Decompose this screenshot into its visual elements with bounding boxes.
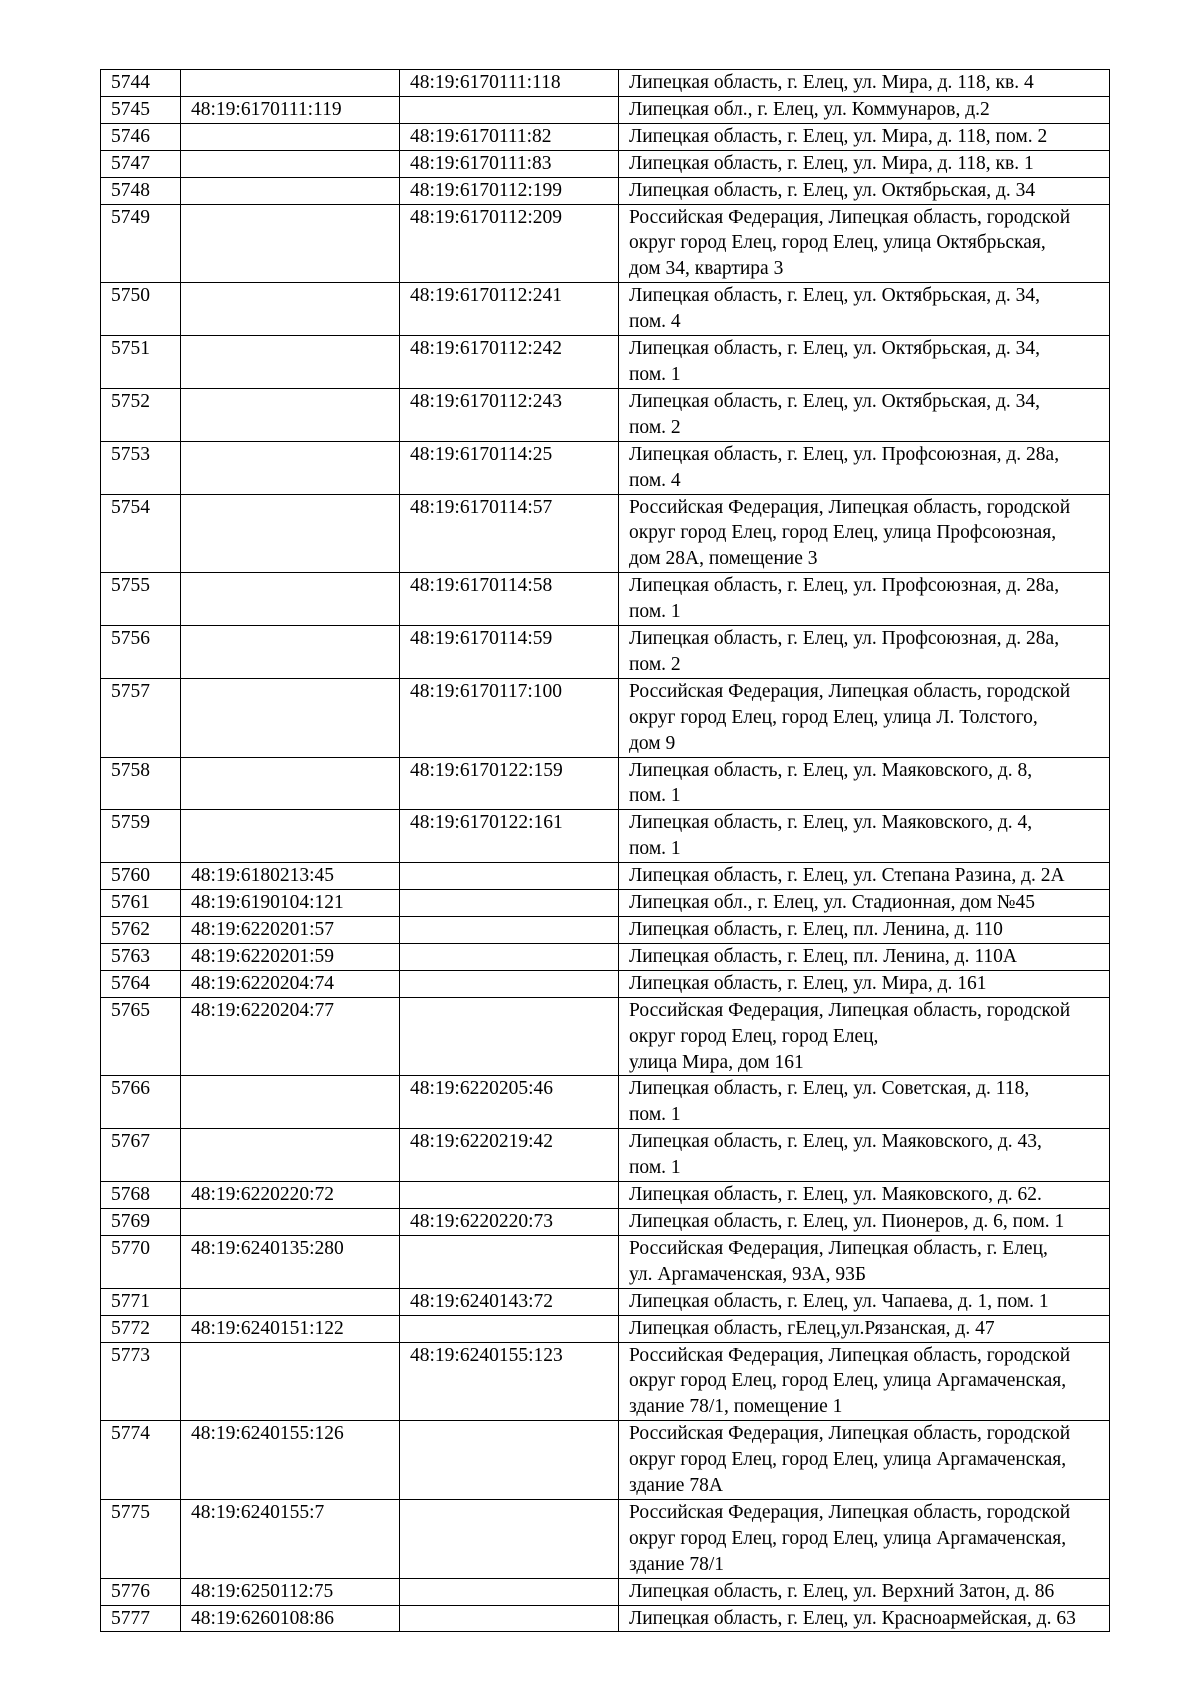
building-cadastral-number-cell: 48:19:6170114:58 (400, 573, 619, 626)
building-cadastral-number-cell: 48:19:6170111:83 (400, 150, 619, 177)
land-cadastral-number-cell: 48:19:6240155:7 (181, 1499, 400, 1578)
table-row (101, 1499, 1110, 1578)
table-row (101, 1288, 1110, 1315)
building-cadastral-number-cell (400, 1421, 619, 1500)
table-row (101, 1605, 1110, 1632)
land-cadastral-number-cell: 48:19:6220220:72 (181, 1182, 400, 1209)
building-cadastral-number-cell (400, 1578, 619, 1605)
address-cell: Российская Федерация, Липецкая область, городской округ город Елец, город Елец, улица Мира, дом 161 (619, 997, 1110, 1076)
address-cell: Липецкая область, г. Елец, ул. Пионеров, д. 6, пом. 1 (619, 1208, 1110, 1235)
address-cell: Липецкая область, г. Елец, ул. Профсоюзная, д. 28а, пом. 4 (619, 441, 1110, 494)
land-cadastral-number-cell (181, 810, 400, 863)
land-cadastral-number-cell (181, 1342, 400, 1421)
address-cell: Липецкая область, г. Елец, ул. Мира, д. 118, кв. 4 (619, 70, 1110, 97)
building-cadastral-number-cell (400, 1499, 619, 1578)
row-number-cell: 5771 (101, 1288, 181, 1315)
land-cadastral-number-cell (181, 678, 400, 757)
land-cadastral-number-cell: 48:19:6240155:126 (181, 1421, 400, 1500)
building-cadastral-number-cell: 48:19:6170112:243 (400, 388, 619, 441)
building-cadastral-number-cell: 48:19:6170122:159 (400, 757, 619, 810)
row-number-cell: 5746 (101, 123, 181, 150)
row-number-cell: 5748 (101, 177, 181, 204)
address-cell: Липецкая область, г. Елец, ул. Профсоюзная, д. 28а, пом. 1 (619, 573, 1110, 626)
row-number-cell: 5760 (101, 863, 181, 890)
table-row (101, 810, 1110, 863)
address-cell: Российская Федерация, Липецкая область, городской округ город Елец, город Елец, улица Аргамаченская, здание 78А (619, 1421, 1110, 1500)
building-cadastral-number-cell (400, 890, 619, 917)
building-cadastral-number-cell (400, 1182, 619, 1209)
row-number-cell: 5768 (101, 1182, 181, 1209)
land-cadastral-number-cell: 48:19:6250112:75 (181, 1578, 400, 1605)
land-cadastral-number-cell (181, 494, 400, 573)
table-row (101, 1235, 1110, 1288)
row-number-cell: 5762 (101, 917, 181, 944)
address-cell: Липецкая область, г. Елец, ул. Маяковского, д. 4, пом. 1 (619, 810, 1110, 863)
table-row (101, 177, 1110, 204)
building-cadastral-number-cell: 48:19:6170114:59 (400, 626, 619, 679)
land-cadastral-number-cell: 48:19:6260108:86 (181, 1605, 400, 1632)
land-cadastral-number-cell (181, 1208, 400, 1235)
row-number-cell: 5774 (101, 1421, 181, 1500)
address-cell: Липецкая область, гЕлец,ул.Рязанская, д. 47 (619, 1315, 1110, 1342)
row-number-cell: 5744 (101, 70, 181, 97)
table-body (101, 70, 1110, 1632)
building-cadastral-number-cell: 48:19:6170117:100 (400, 678, 619, 757)
row-number-cell: 5754 (101, 494, 181, 573)
table-row (101, 1129, 1110, 1182)
building-cadastral-number-cell (400, 1315, 619, 1342)
building-cadastral-number-cell: 48:19:6170114:57 (400, 494, 619, 573)
row-number-cell: 5773 (101, 1342, 181, 1421)
building-cadastral-number-cell (400, 943, 619, 970)
row-number-cell: 5775 (101, 1499, 181, 1578)
row-number-cell: 5752 (101, 388, 181, 441)
land-cadastral-number-cell (181, 123, 400, 150)
land-cadastral-number-cell: 48:19:6240135:280 (181, 1235, 400, 1288)
row-number-cell: 5769 (101, 1208, 181, 1235)
address-cell: Липецкая область, г. Елец, ул. Мира, д. 118, пом. 2 (619, 123, 1110, 150)
address-cell: Липецкая область, г. Елец, пл. Ленина, д. 110 (619, 917, 1110, 944)
land-cadastral-number-cell (181, 573, 400, 626)
address-cell: Липецкая область, г. Елец, ул. Октябрьская, д. 34 (619, 177, 1110, 204)
building-cadastral-number-cell (400, 970, 619, 997)
land-cadastral-number-cell: 48:19:6240151:122 (181, 1315, 400, 1342)
land-cadastral-number-cell (181, 757, 400, 810)
land-cadastral-number-cell (181, 626, 400, 679)
building-cadastral-number-cell: 48:19:6170112:209 (400, 204, 619, 283)
land-cadastral-number-cell: 48:19:6220201:57 (181, 917, 400, 944)
building-cadastral-number-cell (400, 997, 619, 1076)
building-cadastral-number-cell: 48:19:6170112:199 (400, 177, 619, 204)
land-cadastral-number-cell (181, 336, 400, 389)
row-number-cell: 5758 (101, 757, 181, 810)
address-cell: Липецкая область, г. Елец, ул. Октябрьская, д. 34, пом. 2 (619, 388, 1110, 441)
building-cadastral-number-cell (400, 1235, 619, 1288)
building-cadastral-number-cell (400, 96, 619, 123)
table-row (101, 96, 1110, 123)
address-cell: Липецкая область, г. Елец, ул. Октябрьская, д. 34, пом. 1 (619, 336, 1110, 389)
land-cadastral-number-cell (181, 388, 400, 441)
row-number-cell: 5772 (101, 1315, 181, 1342)
table-row (101, 1315, 1110, 1342)
table-row (101, 1182, 1110, 1209)
land-cadastral-number-cell (181, 1288, 400, 1315)
address-cell: Липецкая область, г. Елец, ул. Советская, д. 118, пом. 1 (619, 1076, 1110, 1129)
table-row (101, 757, 1110, 810)
address-cell: Липецкая область, г. Елец, ул. Мира, д. 118, кв. 1 (619, 150, 1110, 177)
building-cadastral-number-cell: 48:19:6170112:241 (400, 283, 619, 336)
land-cadastral-number-cell: 48:19:6220204:74 (181, 970, 400, 997)
table-row (101, 388, 1110, 441)
row-number-cell: 5777 (101, 1605, 181, 1632)
address-cell: Липецкая область, г. Елец, ул. Октябрьская, д. 34, пом. 4 (619, 283, 1110, 336)
building-cadastral-number-cell: 48:19:6170122:161 (400, 810, 619, 863)
table-row (101, 1076, 1110, 1129)
address-cell: Липецкая область, г. Елец, ул. Профсоюзная, д. 28а, пом. 2 (619, 626, 1110, 679)
address-cell: Липецкая область, г. Елец, ул. Маяковского, д. 8, пом. 1 (619, 757, 1110, 810)
row-number-cell: 5751 (101, 336, 181, 389)
row-number-cell: 5776 (101, 1578, 181, 1605)
building-cadastral-number-cell: 48:19:6240155:123 (400, 1342, 619, 1421)
land-cadastral-number-cell (181, 177, 400, 204)
address-cell: Российская Федерация, Липецкая область, городской округ город Елец, город Елец, улица Профсоюзная, дом 28А, помещение 3 (619, 494, 1110, 573)
building-cadastral-number-cell: 48:19:6170111:118 (400, 70, 619, 97)
land-cadastral-number-cell: 48:19:6190104:121 (181, 890, 400, 917)
building-cadastral-number-cell (400, 1605, 619, 1632)
table-row (101, 204, 1110, 283)
building-cadastral-number-cell (400, 863, 619, 890)
row-number-cell: 5747 (101, 150, 181, 177)
address-cell: Российская Федерация, Липецкая область, городской округ город Елец, город Елец, улица Октябрьская, дом 34, квартира 3 (619, 204, 1110, 283)
table-row (101, 336, 1110, 389)
table-row (101, 890, 1110, 917)
table-row (101, 1421, 1110, 1500)
table-row (101, 573, 1110, 626)
table-row (101, 1342, 1110, 1421)
table-row (101, 123, 1110, 150)
row-number-cell: 5767 (101, 1129, 181, 1182)
address-cell: Липецкая область, г. Елец, ул. Красноармейская, д. 63 (619, 1605, 1110, 1632)
land-cadastral-number-cell (181, 150, 400, 177)
address-cell: Липецкая область, г. Елец, пл. Ленина, д. 110А (619, 943, 1110, 970)
row-number-cell: 5745 (101, 96, 181, 123)
building-cadastral-number-cell: 48:19:6240143:72 (400, 1288, 619, 1315)
row-number-cell: 5766 (101, 1076, 181, 1129)
table-row (101, 283, 1110, 336)
table-row (101, 441, 1110, 494)
row-number-cell: 5757 (101, 678, 181, 757)
row-number-cell: 5763 (101, 943, 181, 970)
table-row (101, 70, 1110, 97)
row-number-cell: 5749 (101, 204, 181, 283)
building-cadastral-number-cell: 48:19:6220219:42 (400, 1129, 619, 1182)
land-cadastral-number-cell (181, 283, 400, 336)
address-cell: Российская Федерация, Липецкая область, городской округ город Елец, город Елец, улица Л. Толстого, дом 9 (619, 678, 1110, 757)
property-registry-table (100, 69, 1110, 1632)
row-number-cell: 5750 (101, 283, 181, 336)
table-row (101, 917, 1110, 944)
address-cell: Российская Федерация, Липецкая область, городской округ город Елец, город Елец, улица Аргамаченская, здание 78/1, помещение 1 (619, 1342, 1110, 1421)
building-cadastral-number-cell: 48:19:6220205:46 (400, 1076, 619, 1129)
building-cadastral-number-cell (400, 917, 619, 944)
table-row (101, 997, 1110, 1076)
address-cell: Российская Федерация, Липецкая область, г. Елец, ул. Аргамаченская, 93А, 93Б (619, 1235, 1110, 1288)
land-cadastral-number-cell: 48:19:6170111:119 (181, 96, 400, 123)
address-cell: Российская Федерация, Липецкая область, городской округ город Елец, город Елец, улица Аргамаченская, здание 78/1 (619, 1499, 1110, 1578)
land-cadastral-number-cell: 48:19:6180213:45 (181, 863, 400, 890)
land-cadastral-number-cell (181, 441, 400, 494)
table-row (101, 494, 1110, 573)
land-cadastral-number-cell (181, 1129, 400, 1182)
row-number-cell: 5765 (101, 997, 181, 1076)
table-row (101, 150, 1110, 177)
row-number-cell: 5755 (101, 573, 181, 626)
row-number-cell: 5753 (101, 441, 181, 494)
table-row (101, 678, 1110, 757)
address-cell: Липецкая область, г. Елец, ул. Верхний Затон, д. 86 (619, 1578, 1110, 1605)
building-cadastral-number-cell: 48:19:6170114:25 (400, 441, 619, 494)
row-number-cell: 5761 (101, 890, 181, 917)
building-cadastral-number-cell: 48:19:6170112:242 (400, 336, 619, 389)
address-cell: Липецкая область, г. Елец, ул. Мира, д. 161 (619, 970, 1110, 997)
row-number-cell: 5764 (101, 970, 181, 997)
address-cell: Липецкая обл., г. Елец, ул. Стадионная, дом №45 (619, 890, 1110, 917)
table-row (101, 943, 1110, 970)
land-cadastral-number-cell: 48:19:6220204:77 (181, 997, 400, 1076)
table-row (101, 863, 1110, 890)
table-row (101, 1578, 1110, 1605)
address-cell: Липецкая область, г. Елец, ул. Степана Разина, д. 2А (619, 863, 1110, 890)
document-page (100, 69, 1109, 1632)
building-cadastral-number-cell: 48:19:6170111:82 (400, 123, 619, 150)
building-cadastral-number-cell: 48:19:6220220:73 (400, 1208, 619, 1235)
land-cadastral-number-cell: 48:19:6220201:59 (181, 943, 400, 970)
row-number-cell: 5759 (101, 810, 181, 863)
land-cadastral-number-cell (181, 204, 400, 283)
row-number-cell: 5756 (101, 626, 181, 679)
table-row (101, 626, 1110, 679)
table-row (101, 970, 1110, 997)
address-cell: Липецкая область, г. Елец, ул. Маяковского, д. 43, пом. 1 (619, 1129, 1110, 1182)
address-cell: Липецкая область, г. Елец, ул. Маяковского, д. 62. (619, 1182, 1110, 1209)
land-cadastral-number-cell (181, 70, 400, 97)
land-cadastral-number-cell (181, 1076, 400, 1129)
address-cell: Липецкая обл., г. Елец, ул. Коммунаров, д.2 (619, 96, 1110, 123)
address-cell: Липецкая область, г. Елец, ул. Чапаева, д. 1, пом. 1 (619, 1288, 1110, 1315)
table-row (101, 1208, 1110, 1235)
row-number-cell: 5770 (101, 1235, 181, 1288)
